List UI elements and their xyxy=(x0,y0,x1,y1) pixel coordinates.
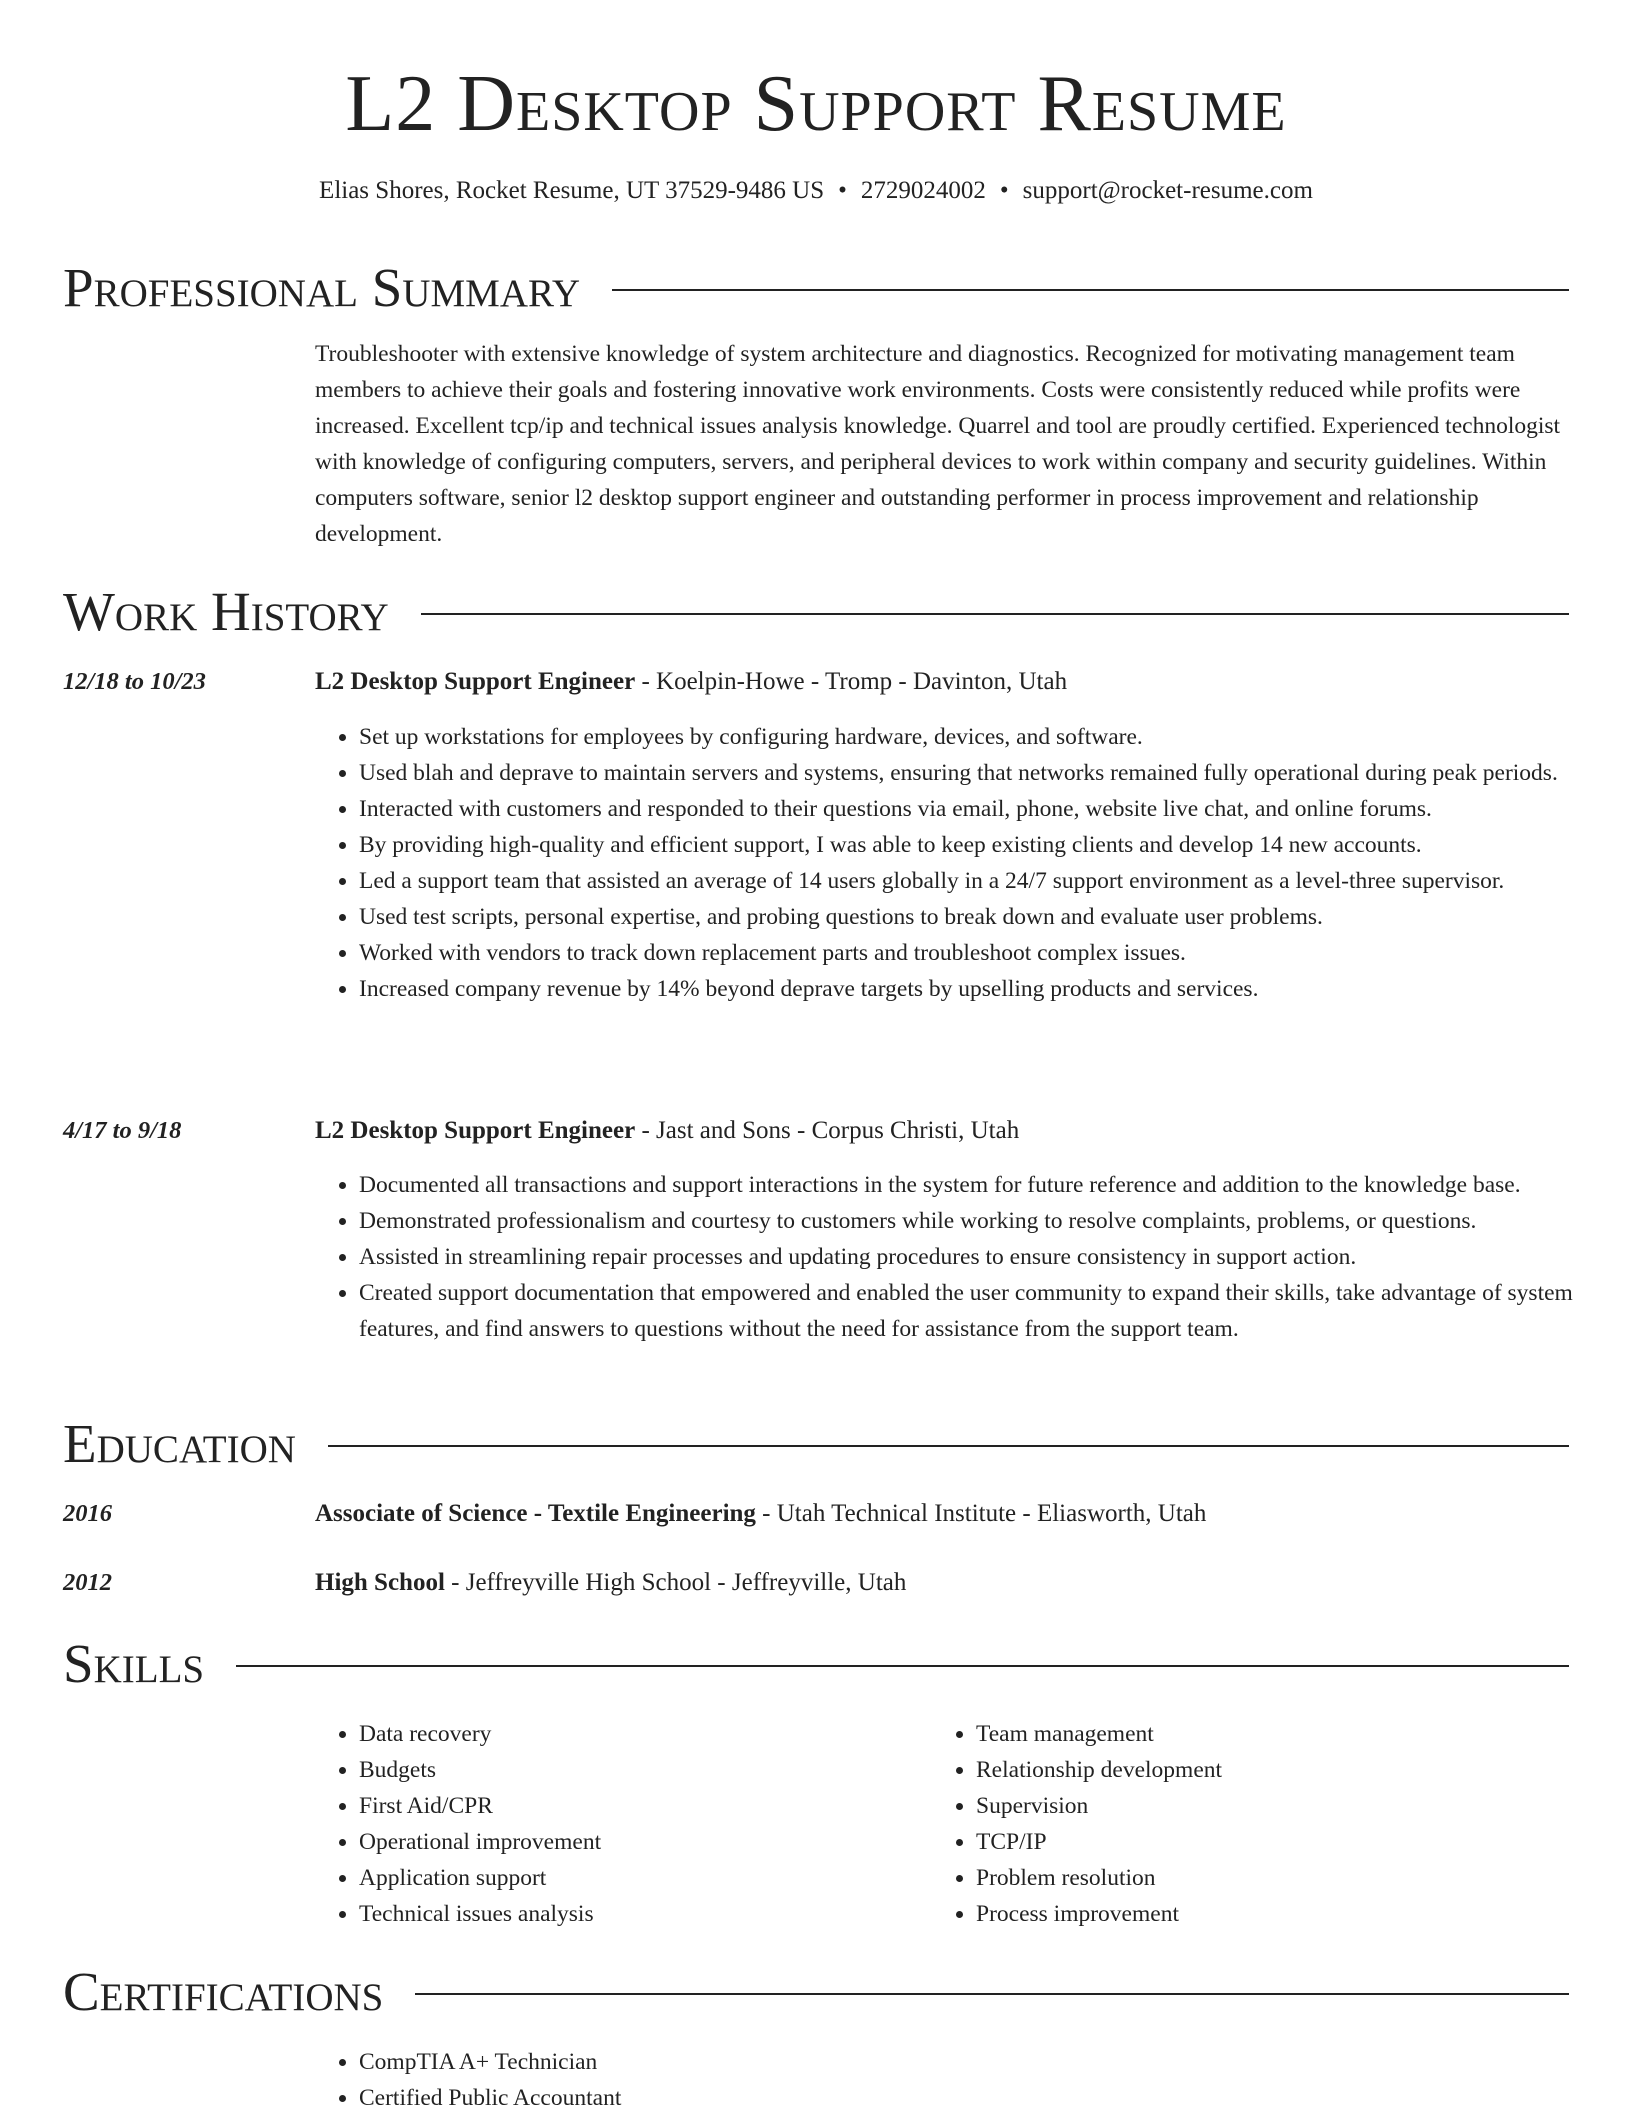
contact-address: Elias Shores, Rocket Resume, UT 37529-9486 US xyxy=(319,177,825,204)
skill-item: • Problem resolution xyxy=(976,1860,1576,1896)
contact-phone: 2729024002 xyxy=(860,177,986,204)
list-item: • By providing high-quality and efficient support, I was able to keep existing clients and develop 14 new accounts. xyxy=(359,827,1615,863)
list-item: • Set up workstations for employees by configuring hardware, devices, and software. xyxy=(359,719,1615,755)
list-item: • Assisted in streamlining repair processes and updating procedures to ensure consistency in support action. xyxy=(359,1239,1615,1275)
section-divider xyxy=(236,1665,1569,1667)
section-title-certifications: Certifications xyxy=(63,1961,384,2022)
certification-item: • CompTIA A+ Technician xyxy=(359,2044,1615,2080)
list-item: • Demonstrated professionalism and courtesy to customers while working to resolve complaints, problems, or questions. xyxy=(359,1203,1615,1239)
education-year: 2012 xyxy=(63,1569,112,1596)
skill-item: • Technical issues analysis xyxy=(359,1896,929,1932)
section-header-work-history xyxy=(63,580,1569,644)
skill-item: • Supervision xyxy=(976,1788,1576,1824)
list-item: • Used test scripts, personal expertise, and probing questions to break down and evaluate user problems. xyxy=(359,899,1615,935)
job-dates: 12/18 to 10/23 xyxy=(63,668,206,695)
education-line xyxy=(315,1498,1571,1530)
list-item: • Interacted with customers and responded to their questions via email, phone, website live chat, and online forums. xyxy=(359,791,1615,827)
section-divider xyxy=(612,289,1569,291)
skill-item: • TCP/IP xyxy=(976,1824,1576,1860)
summary-text: Troubleshooter with extensive knowledge of system architecture and diagnostics. Recognized for motivating management team members to achieve their goals and fostering innovative work environments. Costs were consistently reduced while profits were increased. Excellent tcp/ip and technical issues analysis knowledge. Quarrel and tool are proudly certified. Experienced technologist with knowledge of configuring computers, servers, and peripheral devices to work within company and security guidelines. Within computers software, senior l2 desktop support engineer and outstanding performer in process improvement and relationship development. xyxy=(315,341,1561,547)
education-year: 2016 xyxy=(63,1500,112,1527)
section-title-education: Education xyxy=(63,1413,296,1474)
skills-list-right xyxy=(932,1716,1576,1932)
skill-item: • Process improvement xyxy=(976,1896,1576,1932)
job-title-line xyxy=(315,666,1571,698)
contact-separator: • xyxy=(999,177,1009,204)
section-divider xyxy=(328,1445,1569,1447)
job-title-line xyxy=(315,1115,1571,1147)
section-header-certifications xyxy=(63,1960,1569,2024)
section-header-skills xyxy=(63,1632,1569,1696)
skill-item: • Application support xyxy=(359,1860,929,1896)
skills-list-left xyxy=(315,1716,929,1932)
education-line xyxy=(315,1567,1571,1599)
job-details: - Koelpin-Howe - Tromp - Davinton, Utah xyxy=(635,668,1068,695)
section-header-education xyxy=(63,1412,1569,1476)
education-degree: High School xyxy=(315,1569,445,1596)
job-title: L2 Desktop Support Engineer xyxy=(315,668,636,695)
job-dates: 4/17 to 9/18 xyxy=(63,1117,182,1144)
skill-item: • Relationship development xyxy=(976,1752,1576,1788)
list-item: • Documented all transactions and support interactions in the system for future reference and addition to the knowledge base. xyxy=(359,1167,1615,1203)
list-item: • Created support documentation that empowered and enabled the user community to expand their skills, take advantage of system features, and find answers to questions without the need for assistance from the support team. xyxy=(359,1275,1615,1347)
certification-item: • Certified Public Accountant xyxy=(359,2080,1615,2116)
skill-item: • Data recovery xyxy=(359,1716,929,1752)
job-details: - Jast and Sons - Corpus Christi, Utah xyxy=(635,1117,1020,1144)
contact-email: support@rocket-resume.com xyxy=(1022,177,1313,204)
education-details: - Utah Technical Institute - Eliasworth, Utah xyxy=(755,1500,1207,1527)
certifications-list xyxy=(315,2044,1615,2116)
job-bullets xyxy=(315,719,1615,1007)
education-degree: Associate of Science - Textile Engineering xyxy=(315,1500,756,1527)
job-bullets xyxy=(315,1167,1615,1347)
list-item: • Increased company revenue by 14% beyond deprave targets by upselling products and services. xyxy=(359,971,1615,1007)
contact-separator: • xyxy=(838,177,847,204)
contact-line xyxy=(0,176,1632,206)
section-header-summary xyxy=(63,256,1569,320)
section-title-skills: Skills xyxy=(63,1633,205,1694)
list-item: • Led a support team that assisted an average of 14 users globally in a 24/7 support environment as a level-three supervisor. xyxy=(359,863,1615,899)
skill-item: • Team management xyxy=(976,1716,1576,1752)
job-title: L2 Desktop Support Engineer xyxy=(315,1117,636,1144)
skill-item: • Budgets xyxy=(359,1752,929,1788)
list-item: • Used blah and deprave to maintain servers and systems, ensuring that networks remained fully operational during peak periods. xyxy=(359,755,1615,791)
resume-title: L2 Desktop Support Resume xyxy=(345,60,1287,148)
section-divider xyxy=(415,1993,1569,1995)
section-title-work-history: Work History xyxy=(63,581,389,642)
section-title-summary: Professional Summary xyxy=(63,257,581,318)
section-divider xyxy=(421,613,1569,615)
skill-item: • Operational improvement xyxy=(359,1824,929,1860)
list-item: • Worked with vendors to track down replacement parts and troubleshoot complex issues. xyxy=(359,935,1615,971)
education-details: - Jeffreyville High School - Jeffreyville, Utah xyxy=(444,1569,907,1596)
skill-item: • First Aid/CPR xyxy=(359,1788,929,1824)
